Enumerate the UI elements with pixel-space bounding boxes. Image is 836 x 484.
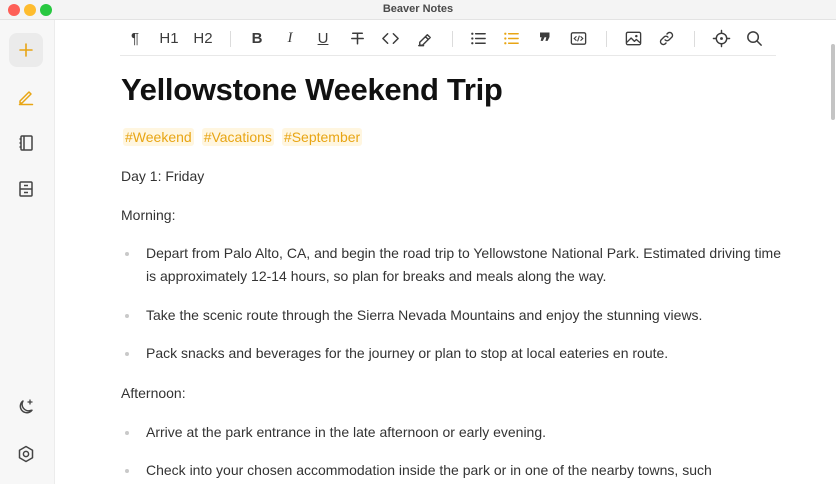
toolbar-divider	[452, 31, 453, 47]
list-item: Depart from Palo Alto, CA, and begin the road trip to Yellowstone National Park. Estimated driving time is approximately 12-14 hours, so plan for breaks and meals along the way.	[146, 245, 782, 284]
blockquote-button[interactable]: ❞	[539, 29, 551, 54]
day-heading: Day 1: Friday	[121, 168, 205, 184]
list-item: Take the scenic route through the Sierra Nevada Mountains and enjoy the stunning views.	[146, 307, 703, 323]
code-button[interactable]	[377, 26, 403, 50]
new-note-button[interactable]	[9, 33, 43, 67]
link-icon	[657, 29, 676, 48]
crosshair-icon	[712, 29, 731, 48]
scrollbar[interactable]	[830, 20, 836, 484]
tag-weekend[interactable]: #Weekend	[125, 129, 192, 145]
list-item: Check into your chosen accommodation inside the park or in one of the nearby towns, such	[146, 462, 712, 478]
highlighter-icon	[415, 29, 434, 48]
italic-button[interactable]: I	[287, 29, 293, 46]
code-icon	[381, 29, 400, 48]
dark-mode-button[interactable]	[9, 390, 43, 424]
morning-label: Morning:	[121, 207, 176, 223]
notebook-icon	[16, 133, 36, 153]
image-icon	[624, 29, 643, 48]
strikethrough-button[interactable]	[344, 26, 370, 50]
archive-icon	[16, 179, 36, 199]
note-title[interactable]: Yellowstone Weekend Trip	[121, 72, 503, 107]
editor-toolbar	[120, 20, 776, 56]
focus-mode-button[interactable]	[708, 26, 734, 50]
insert-link-button[interactable]	[653, 26, 679, 50]
plus-icon	[16, 40, 36, 60]
paragraph-button[interactable]: ¶	[130, 29, 140, 47]
search-icon	[745, 29, 764, 48]
archive-button[interactable]	[9, 172, 43, 206]
tag-list	[123, 128, 370, 147]
tag-september[interactable]: #September	[283, 129, 361, 145]
pencil-icon	[16, 87, 36, 107]
highlight-button[interactable]	[411, 26, 437, 50]
sidebar	[0, 20, 55, 484]
bold-button[interactable]: B	[251, 29, 263, 47]
hexagon-settings-icon	[16, 444, 36, 464]
bullet-dot	[125, 314, 129, 318]
toolbar-divider	[230, 31, 231, 47]
list-item: Arrive at the park entrance in the late afternoon or early evening.	[146, 424, 547, 440]
heading1-button[interactable]: H1	[159, 29, 179, 47]
task-list-button[interactable]	[498, 26, 524, 50]
bullet-dot	[125, 252, 129, 256]
scrollbar-thumb[interactable]	[831, 44, 835, 120]
code-block-icon	[569, 29, 588, 48]
window-title: Beaver Notes	[382, 3, 454, 15]
list-icon	[469, 29, 488, 48]
afternoon-label: Afternoon:	[121, 385, 186, 401]
title-bar	[0, 0, 836, 20]
toolbar-divider	[694, 31, 695, 47]
search-button[interactable]	[741, 26, 767, 50]
toolbar-divider	[606, 31, 607, 47]
underline-button[interactable]: U	[317, 29, 329, 47]
insert-image-button[interactable]	[620, 26, 646, 50]
list-item: Pack snacks and beverages for the journey or plan to stop at local eateries en route.	[146, 345, 669, 361]
moon-star-icon	[16, 397, 36, 417]
strikethrough-icon	[348, 29, 367, 48]
code-block-button[interactable]	[565, 26, 591, 50]
settings-button[interactable]	[9, 437, 43, 471]
notes-button[interactable]	[9, 80, 43, 114]
notebook-button[interactable]	[9, 126, 43, 160]
bullet-dot	[125, 352, 129, 356]
heading2-button[interactable]: H2	[193, 29, 213, 47]
bullet-dot	[125, 431, 129, 435]
bullet-list-button[interactable]	[465, 26, 491, 50]
bullet-dot	[125, 469, 129, 473]
tag-vacations[interactable]: #Vacations	[203, 129, 272, 145]
checklist-icon	[502, 29, 521, 48]
